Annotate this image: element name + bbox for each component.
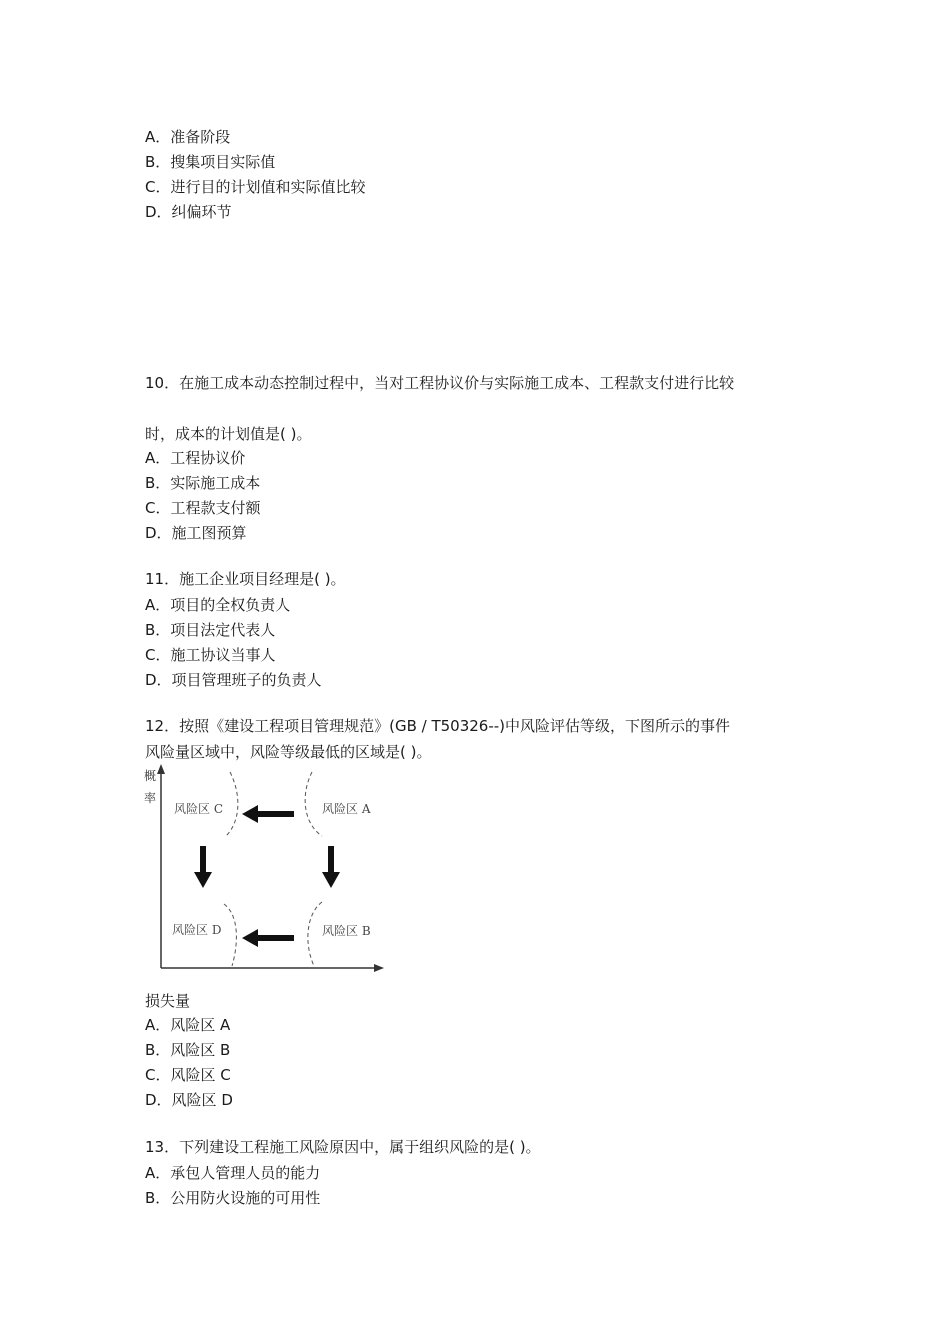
- arrow-b-to-d: [242, 929, 294, 947]
- q10-stem-line2: 时，成本的计划值是( )。: [145, 425, 312, 443]
- q10-option-d: D．施工图预算: [145, 524, 247, 542]
- zone-a-boundary: [305, 772, 322, 836]
- q9-option-d: D．纠偏环节: [145, 203, 232, 221]
- zone-a-label: 风险区 A: [322, 802, 371, 816]
- q12-option-a: A．风险区 A: [145, 1016, 231, 1034]
- zone-d-label: 风险区 D: [172, 923, 222, 937]
- arrow-a-to-c: [242, 805, 294, 823]
- q9-option-a: A．准备阶段: [145, 128, 231, 146]
- q11-option-c: C．施工协议当事人: [145, 646, 276, 664]
- q11-stem: 11．施工企业项目经理是( )。: [145, 570, 346, 588]
- q10-option-b: B．实际施工成本: [145, 474, 261, 492]
- zone-b-label: 风险区 B: [322, 924, 371, 938]
- y-axis-label-char2: 率: [144, 791, 157, 805]
- q13-option-b: B．公用防火设施的可用性: [145, 1189, 321, 1207]
- zone-c-boundary: [226, 772, 238, 836]
- risk-zone-diagram: [142, 764, 388, 976]
- arrow-a-to-b: [322, 846, 340, 888]
- q10-stem-line1: 10．在施工成本动态控制过程中，当对工程协议价与实际施工成本、工程款支付进行比较: [145, 374, 735, 392]
- arrow-c-to-d: [194, 846, 212, 888]
- y-axis-label-char1: 概: [144, 769, 157, 783]
- q12-stem-line2: 风险量区域中，风险等级最低的区域是( )。: [145, 743, 432, 761]
- q12-stem-line1: 12．按照《建设工程项目管理规范》(GB / T50326--)中风险评估等级，下图所示的事件: [145, 717, 731, 735]
- q12-option-c: C．风险区 C: [145, 1066, 231, 1084]
- q9-option-b: B．搜集项目实际值: [145, 153, 276, 171]
- q13-option-a: A．承包人管理人员的能力: [145, 1164, 321, 1182]
- x-axis-arrowhead: [374, 964, 384, 972]
- q10-option-a: A．工程协议价: [145, 449, 246, 467]
- q10-option-c: C．工程款支付额: [145, 499, 261, 517]
- q12-x-axis-label: 损失量: [145, 992, 191, 1010]
- q11-option-d: D．项目管理班子的负责人: [145, 671, 322, 689]
- q13-stem: 13．下列建设工程施工风险原因中，属于组织风险的是( )。: [145, 1138, 541, 1156]
- q12-option-d: D．风险区 D: [145, 1091, 233, 1109]
- q9-option-c: C．进行目的计划值和实际值比较: [145, 178, 366, 196]
- q11-option-b: B．项目法定代表人: [145, 621, 276, 639]
- zone-c-label: 风险区 C: [174, 802, 223, 816]
- q11-option-a: A．项目的全权负责人: [145, 596, 291, 614]
- q12-option-b: B．风险区 B: [145, 1041, 231, 1059]
- y-axis-arrowhead: [157, 764, 165, 774]
- zone-d-boundary: [224, 904, 236, 966]
- zone-b-boundary: [308, 902, 322, 966]
